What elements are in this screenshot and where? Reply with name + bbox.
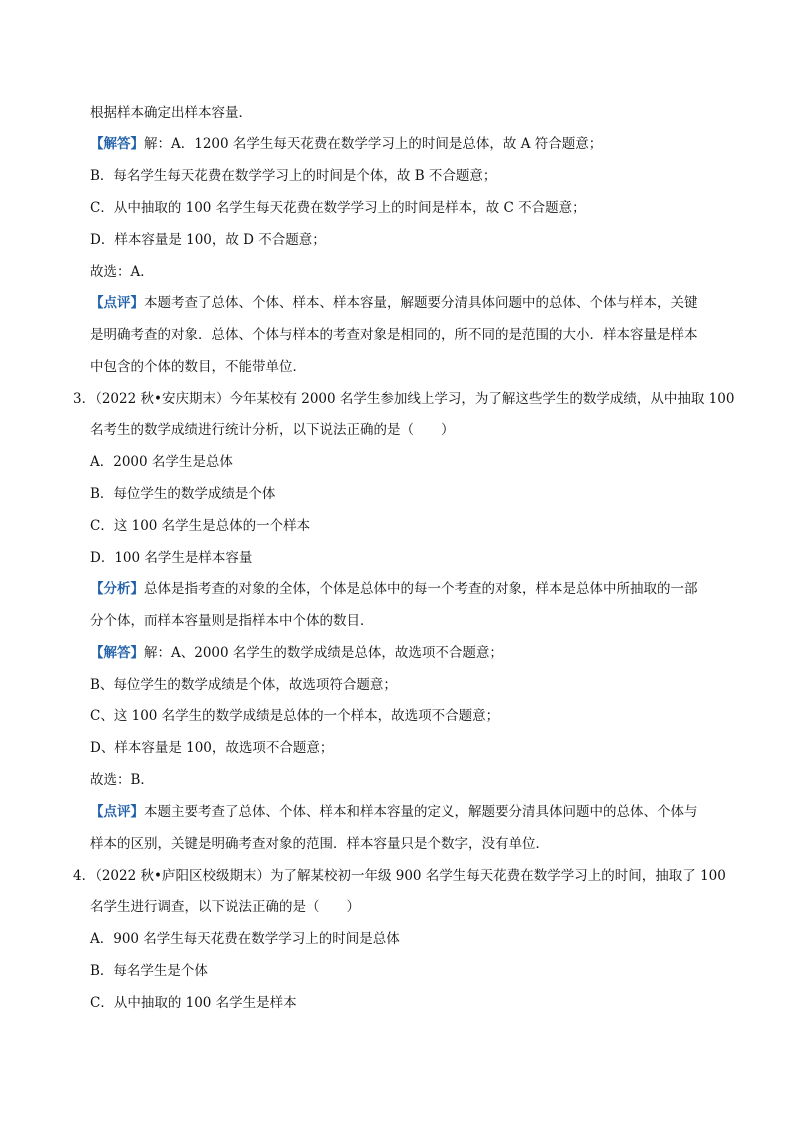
option-d-explanation: D．样本容量是 100，故 D 不合题意； — [90, 232, 326, 248]
question-3-stem-cont: 名考生的数学成绩进行统计分析，以下说法正确的是（ ） — [90, 422, 455, 438]
choice-line: 故选：A． — [90, 264, 154, 280]
section-label-comment: 【点评】 — [90, 295, 144, 311]
text-line: 样本的区别，关键是明确考查对象的范围．样本容量只是个数字，没有单位． — [90, 836, 549, 852]
question-3-option-b: B．每位学生的数学成绩是个体 — [90, 486, 276, 502]
text-line: 中包含的个体的数目，不能带单位． — [90, 359, 306, 375]
question-3-option-c: C．这 100 名学生是总体的一个样本 — [90, 518, 311, 534]
question-4-option-b: B．每名学生是个体 — [90, 963, 208, 979]
question-3-stem: 3．（2022 秋•安庆期末）今年某校有 2000 名学生参加线上学习，为了解这些学生的数学成绩，从中抽取 100 — [73, 391, 735, 407]
answer-line: 【解答】解：A．1200 名学生每天花费在数学学习上的时间是总体，故 A 符合题意； — [90, 136, 603, 152]
text-line: 是明确考查的对象．总体、个体与样本的考查对象是相同的，所不同的是范围的大小．样本容量是样本 — [90, 327, 698, 343]
section-label-comment: 【点评】 — [90, 804, 144, 820]
comment-line: 【点评】本题主要考查了总体、个体、样本和样本容量的定义，解题要分清具体问题中的总体、个体与 — [90, 804, 698, 820]
text-line: 根据样本确定出样本容量． — [90, 105, 252, 121]
question-3-option-d: D．100 名学生是样本容量 — [90, 550, 253, 566]
question-4-option-a: A．900 名学生每天花费在数学学习上的时间是总体 — [90, 931, 400, 947]
answer-line: 【解答】解：A、2000 名学生的数学成绩是总体，故选项不合题意； — [90, 645, 503, 661]
question-3-option-a: A．2000 名学生是总体 — [90, 454, 233, 470]
section-label-answer: 【解答】 — [90, 645, 144, 661]
question-4-stem-cont: 名学生进行调查，以下说法正确的是（ ） — [90, 899, 360, 915]
text-line: D、样本容量是 100，故选项不合题意； — [90, 740, 334, 756]
section-label-analysis: 【分析】 — [90, 581, 144, 597]
analysis-line: 【分析】总体是指考查的对象的全体，个体是总体中的每一个考查的对象，样本是总体中所抽取的一部 — [90, 581, 698, 597]
text-line: B、每位学生的数学成绩是个体，故选项符合题意； — [90, 677, 397, 693]
question-4-option-c: C．从中抽取的 100 名学生是样本 — [90, 995, 297, 1011]
text-line: 分个体，而样本容量则是指样本中个体的数目． — [90, 613, 374, 629]
comment-line: 【点评】本题考查了总体、个体、样本、样本容量，解题要分清具体问题中的总体、个体与样本，关键 — [90, 295, 698, 311]
text-line: C、这 100 名学生的数学成绩是总体的一个样本，故选项不合题意； — [90, 708, 500, 724]
question-4-stem: 4．（2022 秋•庐阳区校级期末）为了解某校初一年级 900 名学生每天花费在数学学习上的时间，抽取了 100 — [73, 868, 726, 884]
option-c-explanation: C．从中抽取的 100 名学生每天花费在数学学习上的时间是样本，故 C 不合题意； — [90, 200, 586, 216]
option-b-explanation: B．每名学生每天花费在数学学习上的时间是个体，故 B 不合题意； — [90, 168, 497, 184]
choice-line: 故选：B． — [90, 772, 154, 788]
section-label-answer: 【解答】 — [90, 136, 144, 152]
